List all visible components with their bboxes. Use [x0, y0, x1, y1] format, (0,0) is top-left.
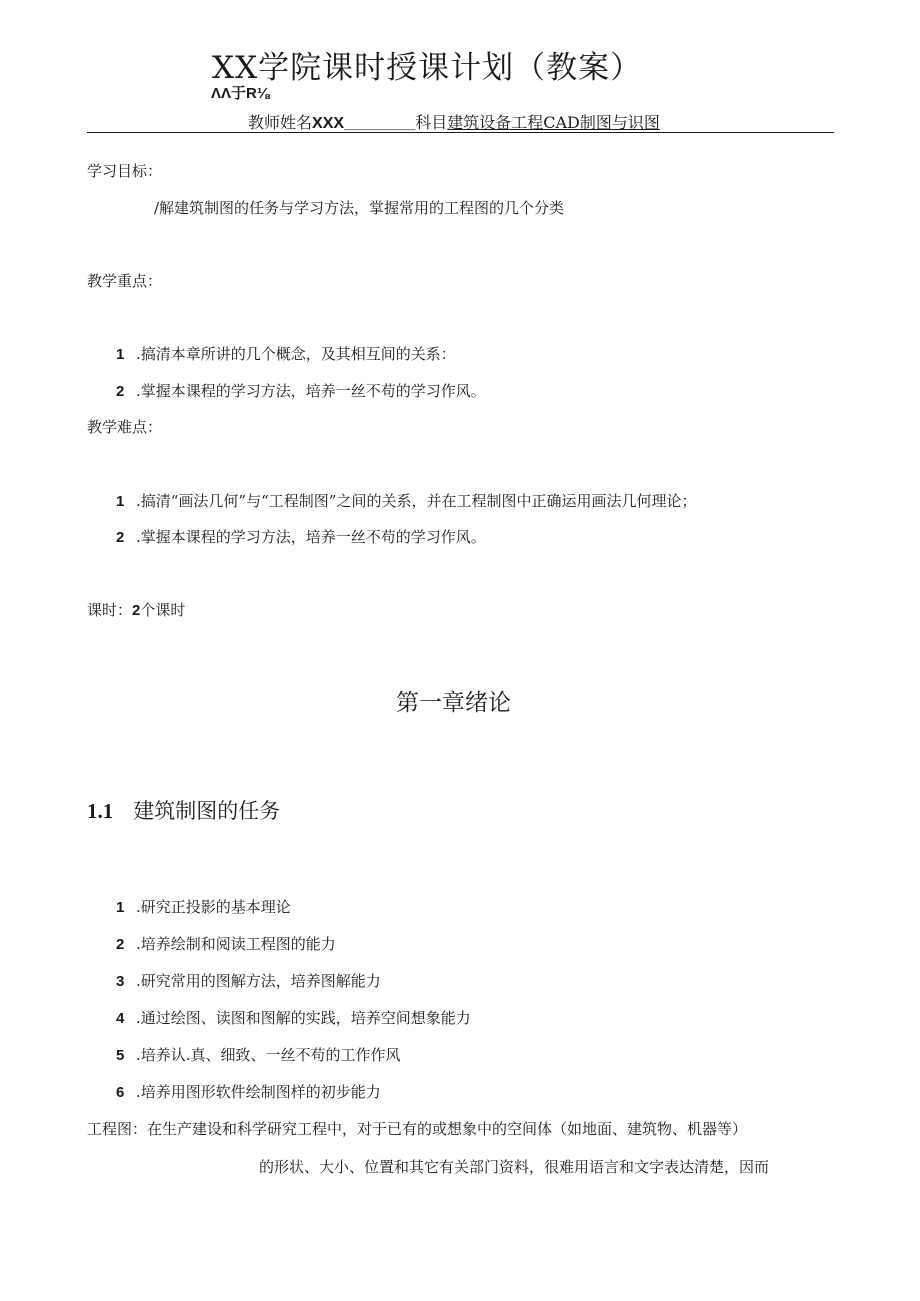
section-title: 建筑制图的任务: [133, 799, 281, 823]
item-number: 1: [116, 899, 125, 916]
teacher-label: 教师姓名: [248, 113, 313, 132]
task-item: [116, 1007, 471, 1028]
item-number: 2: [116, 936, 125, 953]
document-title: XX学院课时授课计划（教案）: [212, 50, 643, 86]
chapter-title: 第一章绪论: [396, 690, 511, 716]
item-number: 2: [116, 529, 125, 546]
header-info-line: [248, 110, 660, 133]
header-divider: [87, 132, 834, 133]
key-point-item: [116, 380, 486, 401]
item-number: 3: [116, 973, 125, 990]
item-text: .培养用图形软件绘制图样的初步能力: [136, 1083, 381, 1101]
task-item: [116, 933, 336, 954]
difficulty-item: [116, 490, 696, 511]
item-text: .培养绘制和阅读工程图的能力: [136, 935, 336, 953]
task-item: [116, 1044, 401, 1065]
section-heading: [87, 795, 280, 825]
item-number: 1: [116, 493, 125, 510]
task-item: [116, 1081, 381, 1102]
objectives-text: /解建筑制图的任务与学习方法，掌握常用的工程图的几个分类: [154, 199, 565, 217]
item-text: .掌握本课程的学习方法，培养一丝不苟的学习作风。: [136, 382, 486, 400]
subject-label: 科目: [415, 113, 448, 132]
section-number: 1.1: [87, 799, 114, 823]
item-text: .研究正投影的基本理论: [136, 898, 291, 916]
paragraph-line: 工程图：在生产建设和科学研究工程中，对于已有的或想象中的空间体（如地面、建筑物、机器等）: [87, 1120, 748, 1138]
item-number: 6: [116, 1084, 125, 1101]
item-number: 1: [116, 346, 125, 363]
task-item: [116, 896, 291, 917]
key-points-heading: 教学重点：: [87, 272, 163, 290]
hours-value: 2: [132, 602, 141, 619]
item-text: .培养认.真、细致、一丝不苟的工作作风: [136, 1046, 401, 1064]
item-number: 2: [116, 383, 125, 400]
item-text: .通过绘图、读图和图解的实践，培养空间想象能力: [136, 1009, 471, 1027]
hours-unit: 个课时: [140, 601, 186, 619]
subject-name: 建筑设备工程CAD制图与识图: [447, 113, 660, 132]
item-text: .研究常用的图解方法，培养图解能力: [136, 972, 381, 990]
teacher-blank: ________: [344, 115, 416, 132]
key-point-item: [116, 343, 456, 364]
paragraph-line: 的形状、大小、位置和其它有关部门资料，很难用语言和文字表达清楚，因而: [259, 1158, 770, 1176]
difficulty-item: [116, 526, 486, 547]
objectives-heading: 学习目标：: [87, 162, 163, 180]
document-subtitle: ΛΛ于R⅛: [211, 85, 270, 102]
item-number: 4: [116, 1010, 125, 1027]
task-item: [116, 970, 381, 991]
hours-label: 课时：: [87, 601, 133, 619]
teacher-name: XXX: [312, 115, 345, 132]
class-hours: [87, 599, 185, 620]
item-text: .搞清“画法几何”与“工程制图”之间的关系，并在工程制图中正确运用画法几何理论；: [136, 492, 697, 510]
item-number: 5: [116, 1047, 125, 1064]
difficulties-heading: 教学难点：: [87, 418, 163, 436]
item-text: .掌握本课程的学习方法，培养一丝不苟的学习作风。: [136, 528, 486, 546]
item-text: .搞清本章所讲的几个概念，及其相互间的关系：: [136, 345, 456, 363]
